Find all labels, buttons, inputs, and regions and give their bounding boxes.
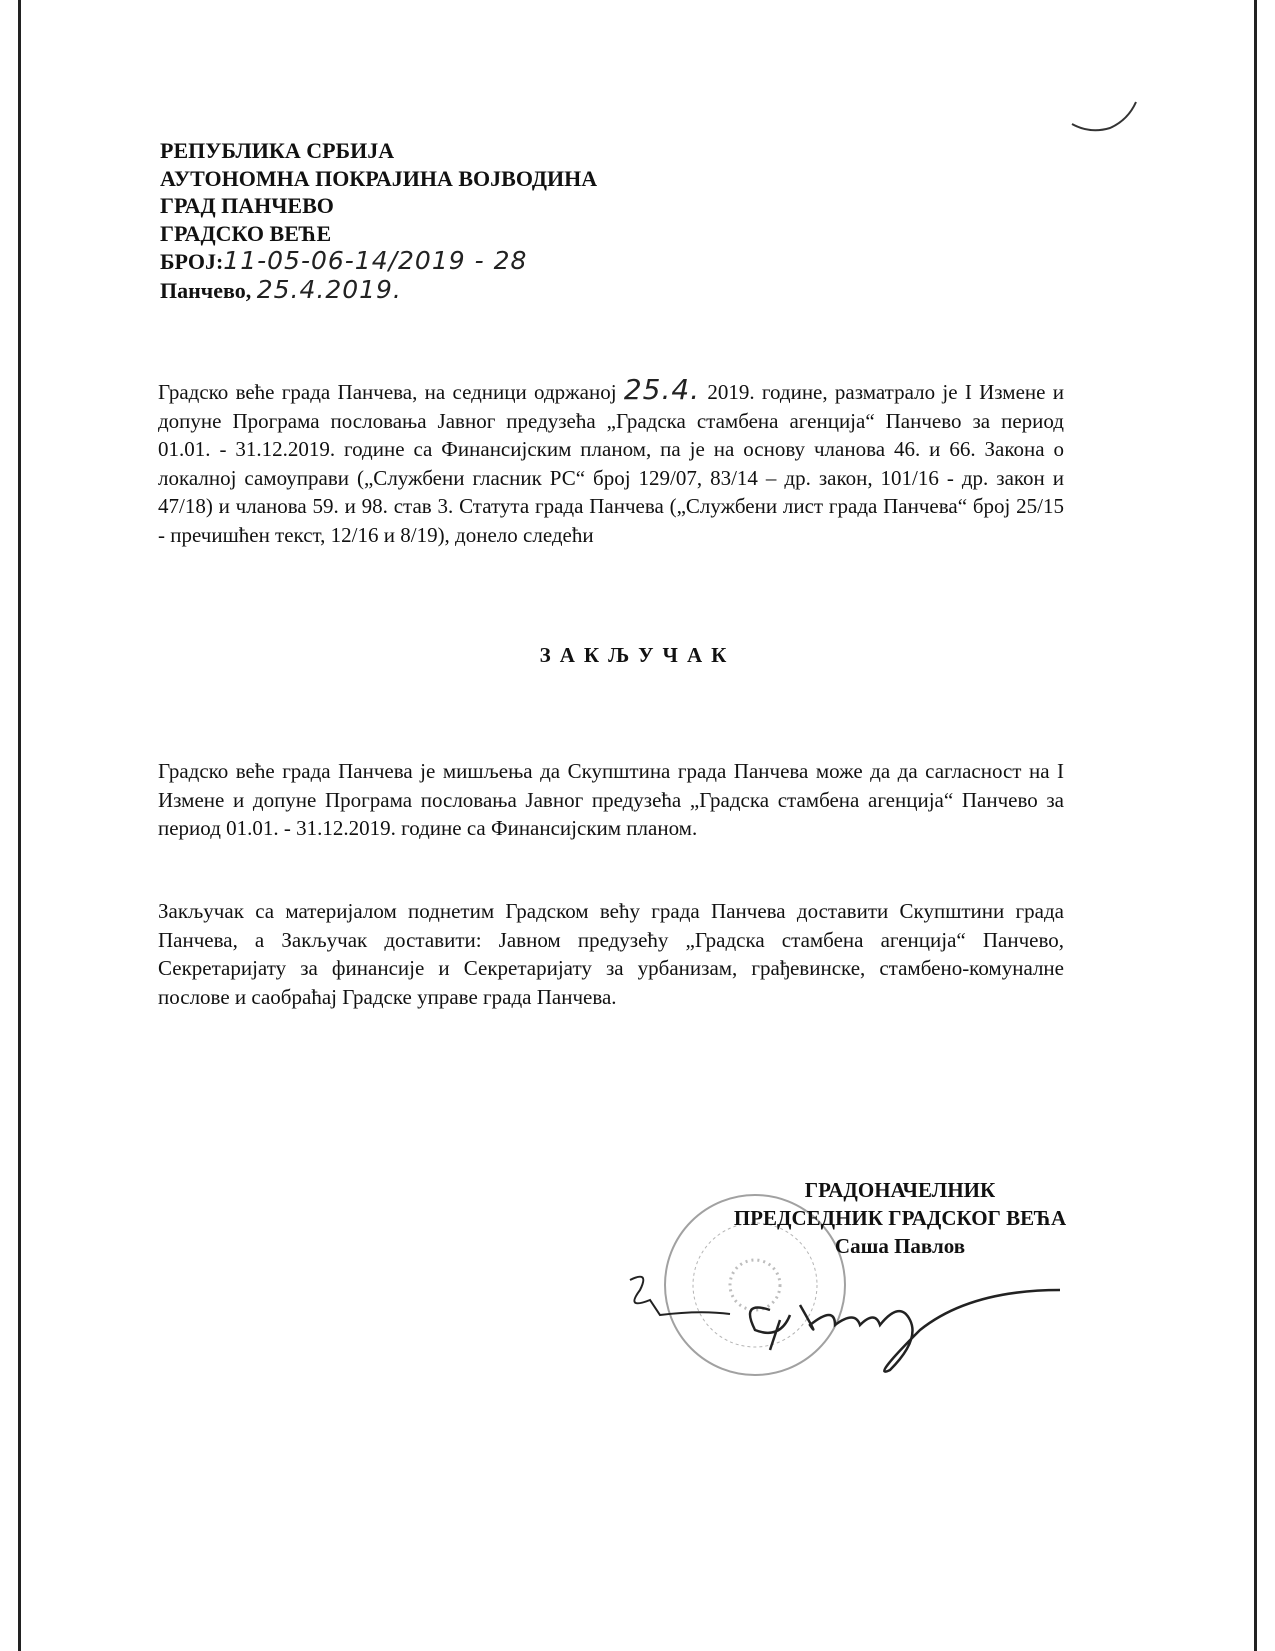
- document-title: ЗАКЉУЧАК: [539, 643, 736, 667]
- document-number: [160, 247, 597, 276]
- header-line: РЕПУБЛИКА СРБИЈА: [160, 138, 395, 163]
- document-header: [160, 137, 597, 304]
- header-line: ГРАД ПАНЧЕВО: [160, 193, 334, 218]
- signatory-name: Саша Павлов: [834, 1234, 966, 1258]
- scan-edge-left: [18, 0, 21, 1651]
- session-date-handwritten: 25.4.: [623, 373, 701, 406]
- signatory-title: ГРАДОНАЧЕЛНИК: [804, 1178, 996, 1202]
- signature-block: [690, 1176, 1110, 1260]
- signatory-role: ПРЕДСЕДНИК ГРАДСКОГ ВЕЋА: [733, 1206, 1067, 1230]
- intro-text: 2019. године, разматрало је I Измене и допуне Програма пословања Јавног предузећа „Градска стамбена агенција“ Панчево за период 01.01. - 31.12.2019. године са Финансијским планом, па је на основу чланова 46. и 66. Закона о локалној самоуправи („Службени гласник РС“ број 129/07, 83/14 – др. закон, 101/16 - др. закон и 47/18) и чланова 59. и 98. став 3. Статута града Панчева („Службени лист града Панчева“ број 25/15 - пречишћен текст, 12/16 и 8/19), донело следећи: [158, 380, 1064, 547]
- scan-edge-right: [1254, 0, 1257, 1651]
- number-label: БРОЈ:: [160, 249, 224, 274]
- document-date: [160, 276, 597, 305]
- delivery-paragraph: Закључак са материјалом поднетим Градском већу града Панчева доставити Скупштини града Панчева, а Закључак доставити: Јавном предузећу „Градска стамбена агенција“ Панчево, Секретаријату за финансије и Секретаријату за урбанизам, грађевинске, стамбено-комуналне послове и саобраћај Градске управе града Панчева.: [158, 899, 1064, 1009]
- header-line: АУТОНОМНА ПОКРАЈИНА ВОЈВОДИНА: [160, 165, 598, 191]
- check-mark-icon: [1070, 100, 1140, 140]
- conclusion-paragraph: Градско веће града Панчева је мишљења да Скупштина града Панчева може да да сагласност на I Измене и допуне Програма пословања Јавног предузећа „Градска стамбена агенција“ Панчево за период 01.01. - 31.12.2019. године са Финансијским планом.: [158, 759, 1064, 841]
- date-handwritten: 25.4.2019.: [256, 274, 402, 304]
- intro-text: Градско веће града Панчева, на седници одржаној: [158, 380, 624, 404]
- header-line: ГРАДСКО ВЕЋЕ: [160, 220, 332, 246]
- number-handwritten: 11-05-06-14/2019 - 28: [223, 246, 528, 275]
- intro-paragraph: [158, 373, 1064, 550]
- place-label: Панчево,: [160, 277, 252, 303]
- handwritten-signature: [620, 1270, 1100, 1400]
